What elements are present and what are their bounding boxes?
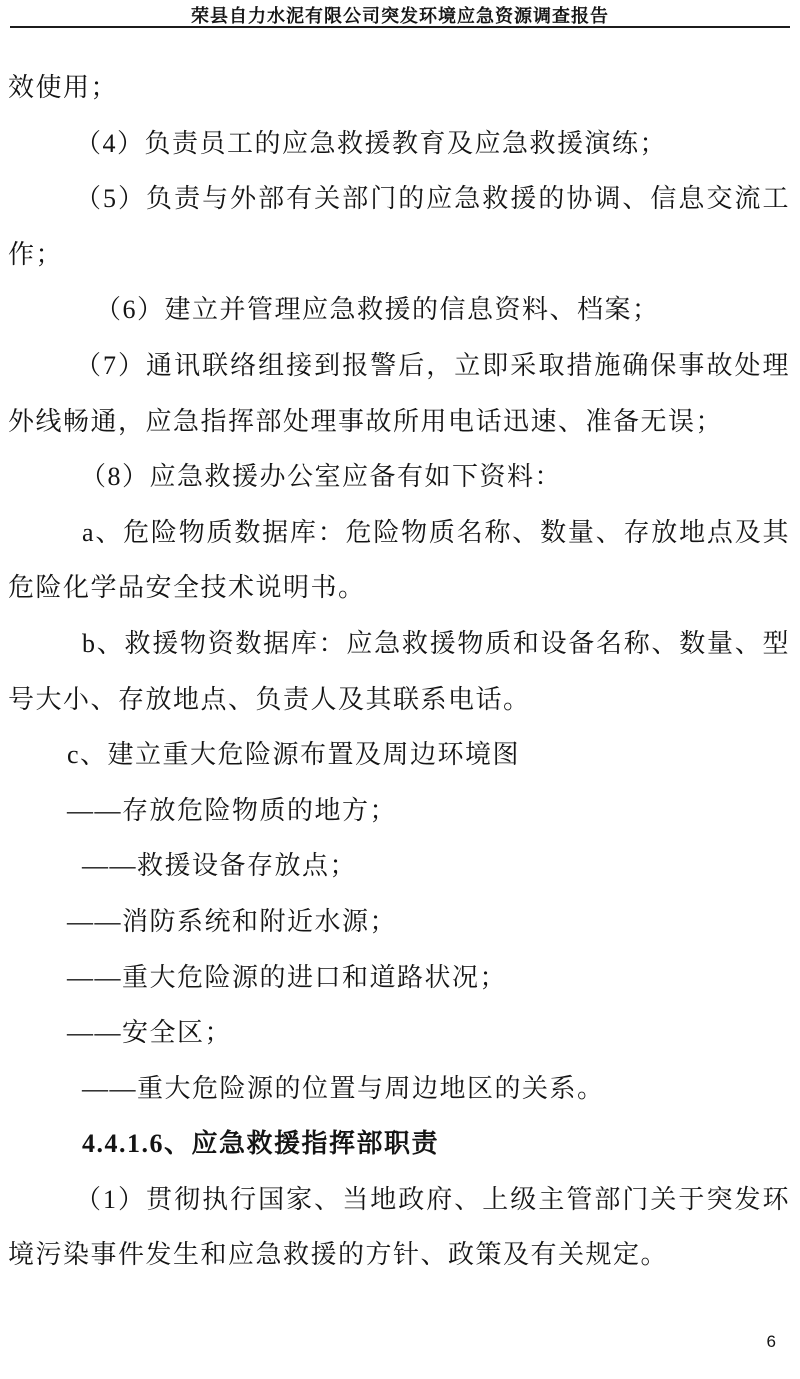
paragraph-line: （7）通讯联络组接到报警后，立即采取措施确保事故处理 [75, 350, 790, 380]
document-body [8, 60, 792, 1283]
header-title: 荣县自力水泥有限公司突发环境应急资源调查报告 [191, 6, 609, 26]
section-heading: 4.4.1.6、应急救援指挥部职责 [82, 1129, 440, 1159]
paragraph-line: 外线畅通，应急指挥部处理事故所用电话迅速、准备无误； [8, 406, 724, 436]
paragraph-line: （4）负责员工的应急救援教育及应急救援演练； [75, 128, 668, 158]
paragraph-line: 号大小、存放地点、负责人及其联系电话。 [8, 684, 531, 714]
dash-list-item: ——救援设备存放点； [82, 851, 358, 881]
paragraph-line: （5）负责与外部有关部门的应急救援的协调、信息交流工 [75, 184, 790, 214]
paragraph-line: （8）应急救援办公室应备有如下资料： [80, 462, 563, 492]
paragraph-line: 境污染事件发生和应急救援的方针、政策及有关规定。 [8, 1240, 669, 1270]
paragraph-line: （6）建立并管理应急救援的信息资料、档案； [95, 295, 660, 325]
paragraph-line: 危险化学品安全技术说明书。 [8, 573, 366, 603]
page-header [10, 0, 790, 28]
dash-list-item: ——重大危险源的进口和道路状况； [67, 962, 508, 992]
paragraph-line: （1）贯彻执行国家、当地政府、上级主管部门关于突发环 [75, 1184, 790, 1214]
paragraph-line: b、救援物资数据库：应急救援物质和设备名称、数量、型 [82, 628, 790, 658]
paragraph-line: 效使用； [8, 73, 119, 102]
paragraph-line: c、建立重大危险源布置及周边环境图 [67, 740, 521, 770]
dash-list-item: ——重大危险源的位置与周边地区的关系。 [82, 1073, 605, 1103]
paragraph-line: a、危险物质数据库：危险物质名称、数量、存放地点及其 [82, 517, 790, 547]
dash-list-item: ——消防系统和附近水源； [67, 906, 398, 936]
dash-list-item: ——存放危险物质的地方； [67, 795, 398, 825]
page-number: 6 [766, 1332, 776, 1351]
dash-list-item: ——安全区； [67, 1018, 233, 1048]
paragraph-line: 作； [8, 239, 64, 269]
